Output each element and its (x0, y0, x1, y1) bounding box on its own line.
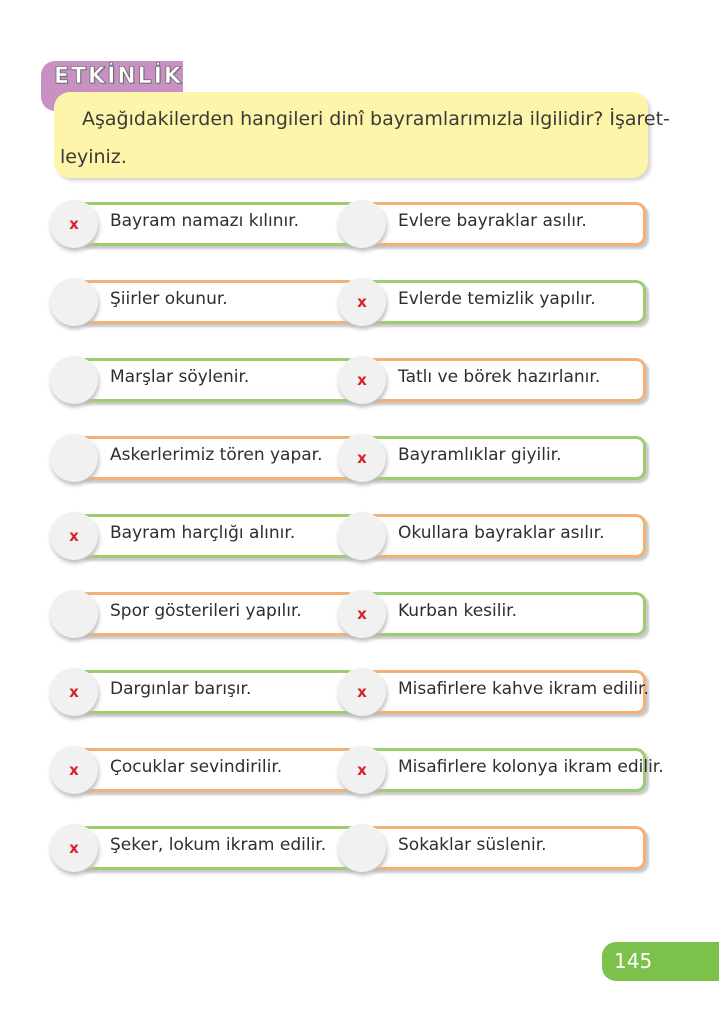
answer-label: Bayram namazı kılınır. (110, 211, 300, 231)
check-mark: x (357, 605, 367, 623)
answer-label: Marşlar söylenir. (110, 367, 250, 387)
checkbox-circle[interactable] (338, 356, 386, 404)
answer-label: Evlere bayraklar asılır. (398, 211, 587, 231)
checkbox-circle[interactable] (50, 668, 98, 716)
checkbox-circle[interactable] (50, 434, 98, 482)
checkbox-circle[interactable] (338, 590, 386, 638)
answer-label: Evlerde temizlik yapılır. (398, 289, 596, 309)
question-box (54, 92, 670, 178)
answer-label: Spor gösterileri yapılır. (110, 601, 302, 621)
checkbox-circle[interactable] (50, 746, 98, 794)
answer-label: Dargınlar barışır. (110, 679, 252, 699)
check-mark: x (357, 293, 367, 311)
check-mark: x (357, 761, 367, 779)
answer-label: Sokaklar süslenir. (398, 835, 547, 855)
answer-label: Çocuklar sevindirilir. (110, 757, 283, 777)
question-text: Aşağıdakilerden hangileri dinî bayramlarımızla ilgilidir? İşaret- leyiniz. (60, 108, 670, 168)
answer-label: Tatlı ve börek hazırlanır. (398, 367, 601, 387)
answer-label: Bayramlıklar giyilir. (398, 445, 562, 465)
check-mark: x (69, 683, 79, 701)
checkbox-circle[interactable] (338, 200, 386, 248)
checkbox-circle[interactable] (338, 278, 386, 326)
checkbox-circle[interactable] (338, 512, 386, 560)
checkbox-circle[interactable] (50, 356, 98, 404)
answer-label: Misafirlere kolonya ikram edilir. (398, 757, 664, 777)
checkbox-circle[interactable] (50, 512, 98, 560)
answer-label: Şiirler okunur. (110, 289, 228, 309)
checkbox-circle[interactable] (338, 434, 386, 482)
check-mark: x (357, 683, 367, 701)
checkbox-circle[interactable] (50, 824, 98, 872)
checkbox-circle[interactable] (338, 746, 386, 794)
checkbox-circle[interactable] (338, 824, 386, 872)
checkbox-circle[interactable] (50, 200, 98, 248)
answer-label: Okullara bayraklar asılır. (398, 523, 605, 543)
answer-label: Misafirlere kahve ikram edilir. (398, 679, 649, 699)
activity-title: ETKİNLİK (54, 64, 183, 89)
page-number: 145 (614, 949, 653, 973)
answer-label: Askerlerimiz tören yapar. (110, 445, 323, 465)
check-mark: x (69, 527, 79, 545)
answer-label: Bayram harçlığı alınır. (110, 523, 296, 543)
check-mark: x (357, 449, 367, 467)
answer-label: Kurban kesilir. (398, 601, 518, 621)
checkbox-circle[interactable] (50, 590, 98, 638)
check-mark: x (69, 839, 79, 857)
check-mark: x (69, 215, 79, 233)
checkbox-circle[interactable] (50, 278, 98, 326)
answer-label: Şeker, lokum ikram edilir. (110, 835, 327, 855)
checkbox-circle[interactable] (338, 668, 386, 716)
check-mark: x (357, 371, 367, 389)
check-mark: x (69, 761, 79, 779)
